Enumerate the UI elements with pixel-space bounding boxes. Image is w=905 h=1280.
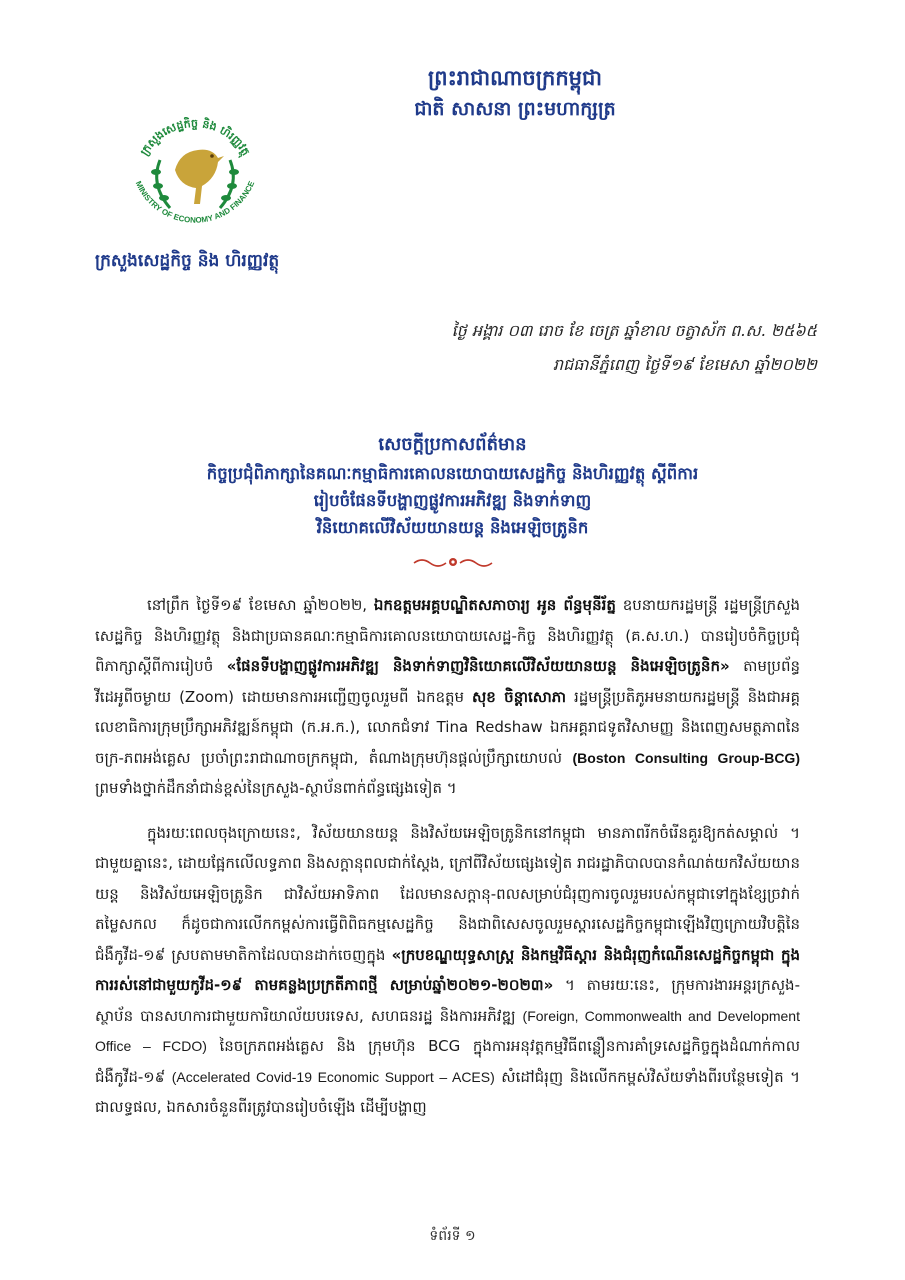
logo-khmer-text: ក្រសួងសេដ្ឋកិច្ច និង ហិរញ្ញវត្ថុ [137, 116, 253, 158]
strategy-framework-title: «ក្របខណ្ឌយុទ្ធសាស្ត្រ និងកម្មវិធីស្តារ និងជំរុញកំណើនសេដ្ឋកិច្ចកម្ពុជា ក្នុងការរស់នៅជាមួយកូវីដ-១៩ តាមគន្លងប្រក្រតីភាពថ្មី សម្រាប់ឆ្នាំ២០២១-២០២៣» [95, 945, 800, 994]
body-text [95, 590, 800, 1137]
fcdo-name: (Foreign, Commonwealth and Development Office – FCDO) [95, 1007, 800, 1054]
kingdom-motto [380, 62, 650, 124]
date-block [452, 314, 817, 382]
logo-english-text: MINISTRY OF ECONOMY AND FINANCE [133, 179, 257, 225]
golden-bird-icon [175, 150, 224, 204]
ministry-name: ក្រសួងសេដ្ឋកិច្ច និង ហិរញ្ញវត្ថុ [95, 251, 280, 271]
bcg-name: (Boston Consulting Group-BCG) [572, 749, 800, 766]
title-main: សេចក្តីប្រកាសព័ត៌មាន [378, 434, 527, 455]
paragraph-1: នៅព្រឹក ថ្ងៃទី១៩ ខែមេសា ឆ្នាំ២០២២, ឯកឧត្តមអគ្គបណ្ឌិតសភាចារ្យ អូន ព័ន្ធមុនីរ័ត្ន ឧបនាយករដ្ឋមន្ត្រី រដ្ឋមន្ត្រីក្រសួងសេដ្ឋកិច្ច និងហិរញ្ញវត្ថុ និងជាប្រធានគណៈកម្មាធិការគោលនយោបាយសេដ្ឋ-កិច្ច និងហិរញ្ញវត្ថុ (គ.ស.ហ.) បានរៀបចំកិច្ចប្រជុំពិភាក្សាស្តីពីការរៀបចំ «ផែនទីបង្ហាញផ្លូវការអភិវឌ្ឍ និងទាក់ទាញវិនិយោគលើវិស័យយានយន្ត និងអេឡិចត្រូនិក» តាមប្រព័ន្ធវីដេអូពីចម្ងាយ (Zoom) ដោយមានការអញ្ជើញចូលរួមពី ឯកឧត្តម សុខ ចិន្តាសោភា រដ្ឋមន្ត្រីប្រតិភូអមនាយករដ្ឋមន្ត្រី និងជាអគ្គលេខាធិការក្រុមប្រឹក្សាអភិវឌ្ឍន៍កម្ពុជា (ក.អ.ក.), លោកជំទាវ Tina Redshaw ឯកអគ្គរាជទូតវិសាមញ្ញ និងពេញសមត្ថភាពនៃចក្រ-ភពអង់គ្លេស ប្រចាំព្រះរាជាណាចក្រកម្ពុជា, តំណាងក្រុមហ៊ុនផ្តល់ប្រឹក្សាយោបល់ (Boston Consulting Group-BCG) ព្រមទាំងថ្នាក់ដឹកនាំជាន់ខ្ពស់នៃក្រសួង-ស្ថាប័នពាក់ព័ន្ធផ្សេងទៀត ។ [95, 596, 801, 797]
minister-name: ឯកឧត្តមអគ្គបណ្ឌិតសភាចារ្យ អូន ព័ន្ធមុនីរ័ត្ន [373, 596, 616, 614]
roadmap-title: «ផែនទីបង្ហាញផ្លូវការអភិវឌ្ឍ និងទាក់ទាញវិនិយោគលើវិស័យយានយន្ត និងអេឡិចត្រូនិក» [226, 657, 730, 675]
ministry-logo-icon [120, 100, 270, 240]
press-release-title [60, 430, 845, 541]
page-number: ទំព័រទី ១ [429, 1228, 476, 1244]
nation-religion-king: ជាតិ សាសនា ព្រះមហាក្សត្រ [414, 98, 616, 120]
cdc-minister-name: សុខ ចិន្តាសោភា [472, 687, 567, 706]
lunar-date: ថ្ងៃ អង្គារ ០៣ រោច ខែ ចេត្រ ឆ្នាំខាល ចត្វាស័ក ព.ស. ២៥៦៥ [451, 321, 817, 340]
aces-name: (Accelerated Covid-19 Economic Support – ACES) [171, 1068, 495, 1085]
solar-date: រាជធានីភ្នំពេញ ថ្ងៃទី១៩ ខែមេសា ឆ្នាំ២០២២ [552, 355, 817, 374]
kingdom-name: ព្រះរាជាណាចក្រកម្ពុជា [427, 65, 602, 90]
ornament-divider-icon [412, 555, 494, 569]
paragraph-2: ក្នុងរយៈពេលចុងក្រោយនេះ, វិស័យយានយន្ត និងវិស័យអេឡិចត្រូនិកនៅកម្ពុជា មានភាពរីកចំរើនគួរឱ្យកត់សម្គាល់ ។ ជាមួយគ្នានេះ, ដោយផ្អែកលើលទ្ធភាព និងសក្តានុពលជាក់ស្តែង, ក្រៅពីវិស័យផ្សេងទៀត រាជរដ្ឋាភិបាលបានកំណត់យកវិស័យយានយន្ត និងវិស័យអេឡិចត្រូនិក ជាវិស័យអាទិភាព ដែលមានសក្តានុ-ពលសម្រាប់ជំរុញការចូលរួមរបស់កម្ពុជាទៅក្នុងខ្សែច្រវាក់តម្លៃសកល ក៏ដូចជាការលើកកម្ពស់ការធ្វើពិពិធកម្មសេដ្ឋកិច្ច និងជាពិសេសចូលរួមស្តារសេដ្ឋកិច្ចកម្ពុជាឡើងវិញក្រោយវិបត្តិនៃជំងឺកូវីដ-១៩ ស្របតាមមាតិកាដែលបានដាក់ចេញក្នុង «ក្របខណ្ឌយុទ្ធសាស្ត្រ និងកម្មវិធីស្តារ និងជំរុញកំណើនសេដ្ឋកិច្ចកម្ពុជា ក្នុងការរស់នៅជាមួយកូវីដ-១៩ តាមគន្លងប្រក្រតីភាពថ្មី សម្រាប់ឆ្នាំ២០២១-២០២៣» ។ តាមរយៈនេះ, ក្រុមការងារអន្តរក្រសួង-ស្ថាប័ន បានសហការជាមួយការិយាល័យបរទេស, សហធនរដ្ឋ និងការអភិវឌ្ឍ (Foreign, Commonwealth and Development Office – FCDO) នៃចក្រភពអង់គ្លេស និង ក្រុមហ៊ុន BCG ក្នុងការអនុវត្តកម្មវិធីពន្លឿនការគាំទ្រសេដ្ឋកិច្ចក្នុងដំណាក់កាលជំងឺកូវីដ-១៩ (Accelerated Covid-19 Economic Support – ACES) សំដៅជំរុញ និងលើកកម្ពស់វិស័យទាំងពីរបន្ថែមទៀត ។ ជាលទ្ធផល, ឯកសារចំនួនពីរត្រូវបានរៀបចំឡើង ដើម្បីបង្ហាញ [95, 823, 801, 1116]
title-line-2: កិច្ចប្រជុំពិភាក្សានៃគណៈកម្មាធិការគោលនយោបាយសេដ្ឋកិច្ច និងហិរញ្ញវត្ថុ ស្តីពីការ [206, 464, 699, 483]
title-line-4: វិនិយោគលើវិស័យយានយន្ត និងអេឡិចត្រូនិក [316, 518, 589, 537]
title-line-3: រៀបចំផែនទីបង្ហាញផ្លូវការអភិវឌ្ឍ និងទាក់ទាញ [313, 491, 592, 510]
